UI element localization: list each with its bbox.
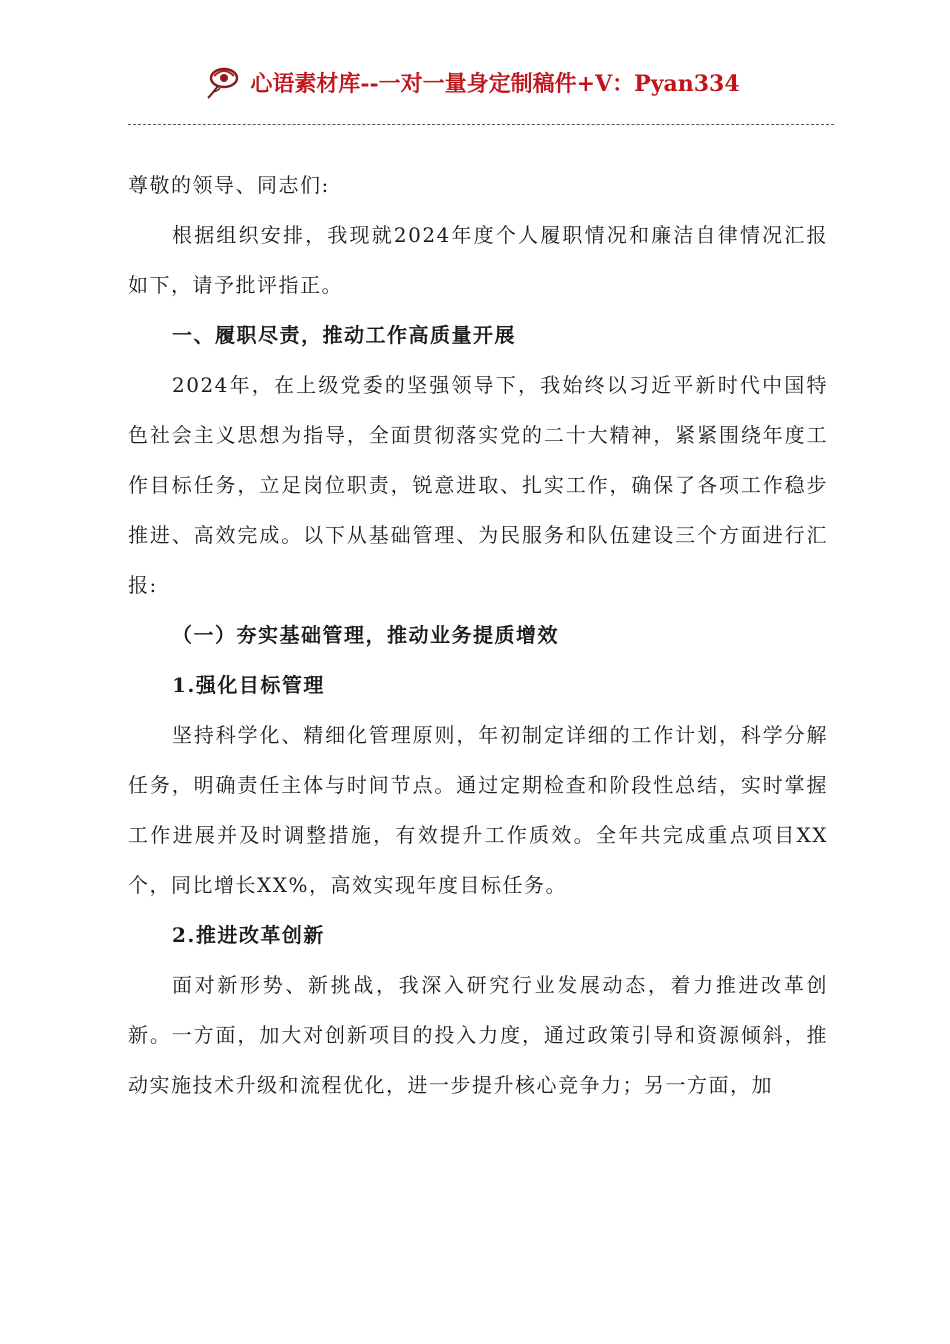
contact-prefix: +V： [576, 70, 635, 97]
section-1-title: 一、履职尽责，推动工作高质量开展 [172, 323, 516, 347]
subsection-1-title: （一）夯实基础管理，推动业务提质增效 [172, 623, 559, 647]
contact-id: Pyan334 [634, 70, 740, 97]
brand-name: 心语素材库 [250, 70, 361, 97]
greeting: 尊敬的领导、同志们: [128, 173, 330, 197]
header-divider [128, 124, 834, 125]
header-brand-line [250, 67, 739, 98]
page-header [0, 60, 950, 104]
document-body [128, 160, 828, 1110]
brand-separator: -- [360, 70, 379, 97]
item-1-title: 1.强化目标管理 [172, 673, 325, 697]
item-1-body: 坚持科学化、精细化管理原则，年初制定详细的工作计划，科学分解任务，明确责任主体与时间节点。通过定期检查和阶段性总结，实时掌握工作进展并及时调整措施，有效提升工作质效。全年共完成重点项目XX个，同比增长XX%，高效实现年度目标任务。 [128, 723, 828, 897]
intro-paragraph: 根据组织安排，我现就2024年度个人履职情况和廉洁自律情况汇报如下，请予批评指正。 [128, 223, 828, 297]
section-1-body: 2024年，在上级党委的坚强领导下，我始终以习近平新时代中国特色社会主义思想为指导，全面贯彻落实党的二十大精神，紧紧围绕年度工作目标任务，立足岗位职责，锐意进取、扎实工作，确保了各项工作稳步推进、高效完成。以下从基础管理、为民服务和队伍建设三个方面进行汇报: [128, 373, 828, 597]
brand-slogan: 一对一量身定制稿件 [378, 70, 577, 97]
item-2-title: 2.推进改革创新 [172, 923, 325, 947]
item-2-body: 面对新形势、新挑战，我深入研究行业发展动态，着力推进改革创新。一方面，加大对创新项目的投入力度，通过政策引导和资源倾斜，推动实施技术升级和流程优化，进一步提升核心竞争力；另一方面，加 [128, 973, 828, 1097]
